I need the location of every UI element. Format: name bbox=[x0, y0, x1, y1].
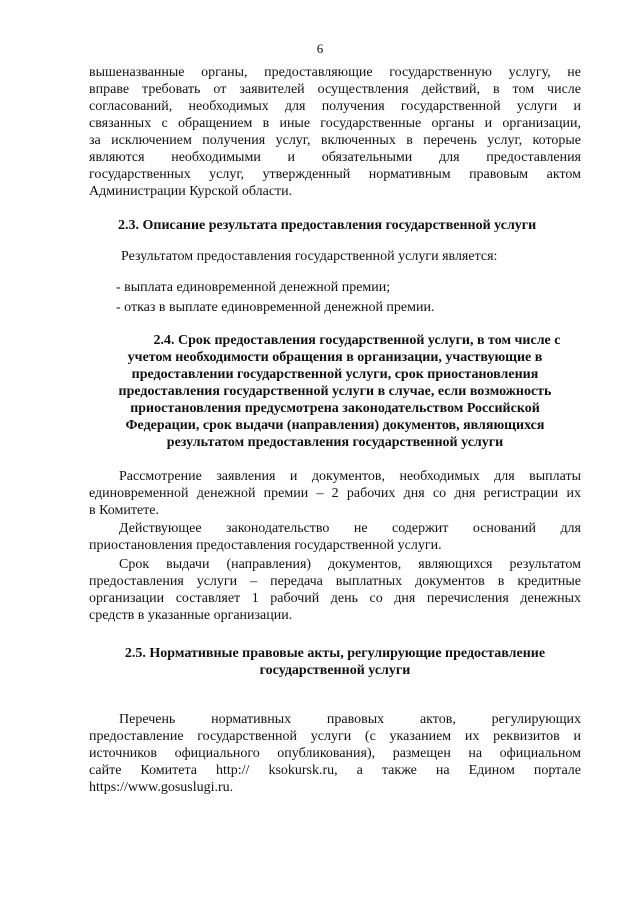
section-2-3-list bbox=[116, 279, 581, 316]
heading-line: приостановления предусмотрена законодательством Российской bbox=[130, 401, 540, 416]
text-line: за исключением получения услуг, включенных в перечень услуг, которые bbox=[89, 133, 581, 148]
section-2-4-paragraph-3 bbox=[89, 556, 581, 624]
text-line: вышеназванные органы, предоставляющие государственную услугу, не bbox=[89, 65, 581, 80]
section-2-3-intro: Результатом предоставления государственной услуги является: bbox=[121, 249, 498, 264]
text-line: государственных услуг, утвержденный нормативным правовым актом bbox=[89, 167, 581, 182]
heading-line: учетом необходимости обращения в организации, участвующие в bbox=[127, 350, 543, 365]
text-line: в Комитете. bbox=[89, 503, 159, 518]
section-2-4-paragraph-2 bbox=[89, 520, 581, 554]
section-2-3-heading: 2.3. Описание результата предоставления государственной услуги bbox=[118, 218, 537, 233]
text-line: вправе требовать от заявителей осуществления действий, в том числе bbox=[89, 82, 581, 97]
text-line: связанных с обращением в иные государственные органы и организации, bbox=[89, 116, 581, 131]
heading-line: предоставления государственной услуги в случае, если возможность bbox=[118, 384, 552, 399]
text-line: сайте Комитета http:// ksokursk.ru, а также на Едином портале bbox=[89, 763, 581, 778]
text-line: Перечень нормативных правовых актов, регулирующих bbox=[119, 712, 581, 727]
text-line: Рассмотрение заявления и документов, необходимых для выплаты bbox=[119, 469, 581, 484]
heading-line: предоставлении государственной услуги, срок приостановления bbox=[131, 367, 539, 382]
text-line: Срок выдачи (направления) документов, являющихся результатом bbox=[119, 557, 581, 572]
section-2-4-paragraph-1 bbox=[89, 468, 581, 519]
section-2-5-paragraph bbox=[89, 711, 581, 796]
section-2-4-heading bbox=[85, 332, 585, 451]
text-line: единовременной денежной премии – 2 рабочих дня со дня регистрации их bbox=[89, 486, 581, 501]
list-item: - отказ в выплате единовременной денежной премии. bbox=[116, 300, 435, 315]
heading-line: результатом предоставления государственной услуги bbox=[166, 435, 504, 450]
page-number: 6 bbox=[316, 41, 324, 56]
text-line: средств в указанные организации. bbox=[89, 608, 293, 623]
heading-line: государственной услуги bbox=[259, 663, 411, 678]
text-line: Действующее законодательство не содержит оснований для bbox=[119, 521, 581, 536]
intro-paragraph bbox=[89, 64, 581, 200]
heading-line: 2.4. Срок предоставления государственной услуги, в том числе с bbox=[153, 333, 561, 348]
text-line: приостановления предоставления государственной услуги. bbox=[89, 538, 442, 553]
text-line: https://www.gosuslugi.ru. bbox=[89, 780, 234, 795]
heading-line: 2.5. Нормативные правовые акты, регулирующие предоставление bbox=[124, 646, 546, 661]
text-line: организации составляет 1 рабочий день со дня перечисления денежных bbox=[89, 591, 581, 606]
text-line: источников официального опубликования), размещен на официальном bbox=[89, 746, 581, 761]
heading-line: Федерации, срок выдачи (направления) документов, являющихся bbox=[125, 418, 545, 433]
text-line: являются необходимыми и обязательными для предоставления bbox=[89, 150, 581, 165]
list-item: - выплата единовременной денежной премии; bbox=[116, 280, 391, 295]
text-line: предоставление государственной услуги (с указанием их реквизитов и bbox=[89, 729, 581, 744]
text-line: предоставления услуги – передача выплатных документов в кредитные bbox=[89, 574, 581, 589]
text-line: Администрации Курской области. bbox=[89, 184, 293, 199]
section-2-5-heading bbox=[95, 645, 575, 679]
text-line: согласований, необходимых для получения государственной услуги и bbox=[89, 99, 581, 114]
